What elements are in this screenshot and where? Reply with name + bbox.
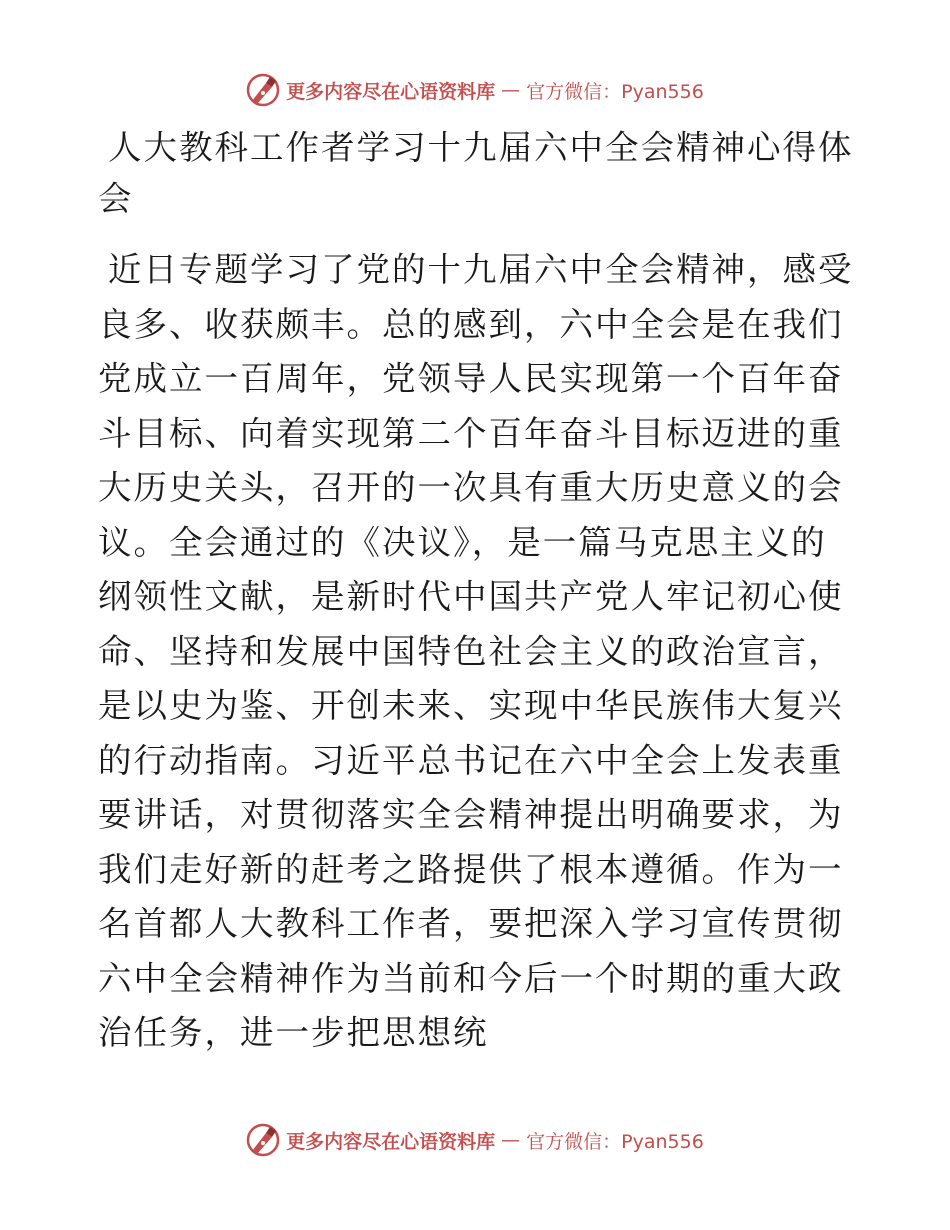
banner-separator: — (501, 1129, 521, 1151)
pen-nib-logo-icon (246, 1123, 280, 1157)
banner-wechat-id: 官方微信：Pyan556 (526, 80, 704, 103)
document-body-paragraph: 近日专题学习了党的十九届六中全会精神，感受良多、收获颇丰。总的感到，六中全会是在我们党成立一百周年，党领导人民实现第一个百年奋斗目标、向着实现第二个百年奋斗目标迈进的重大历史关头，召开的一次具有重大历史意义的会议。全会通过的《决议》，是一篇马克思主义的纲领性文献，是新时代中国共产党人牢记初心使命、坚持和发展中国特色社会主义的政治宣言，是以史为鉴、开创未来、实现中华民族伟大复兴的行动指南。习近平总书记在六中全会上发表重要讲话，对贯彻落实全会精神提出明确要求，为我们走好新的赶考之路提供了根本遵循。作为一名首都人大教科工作者，要把深入学习宣传贯彻六中全会精神作为当前和今后一个时期的重大政治任务，进一步把思想统 (98, 250, 854, 1052)
banner-promo-text: 更多内容尽在心语资料库 (286, 80, 496, 103)
banner-wechat-id: 官方微信：Pyan556 (526, 1130, 704, 1153)
document-title: 人大教科工作者学习十九届六中全会精神心得体会 (98, 128, 854, 218)
pen-nib-logo-icon (246, 73, 280, 107)
banner-promo-text: 更多内容尽在心语资料库 (286, 1130, 496, 1153)
banner-separator: — (501, 79, 521, 101)
header-banner (0, 70, 950, 110)
document-page (98, 122, 858, 1061)
footer-banner (0, 1120, 950, 1160)
